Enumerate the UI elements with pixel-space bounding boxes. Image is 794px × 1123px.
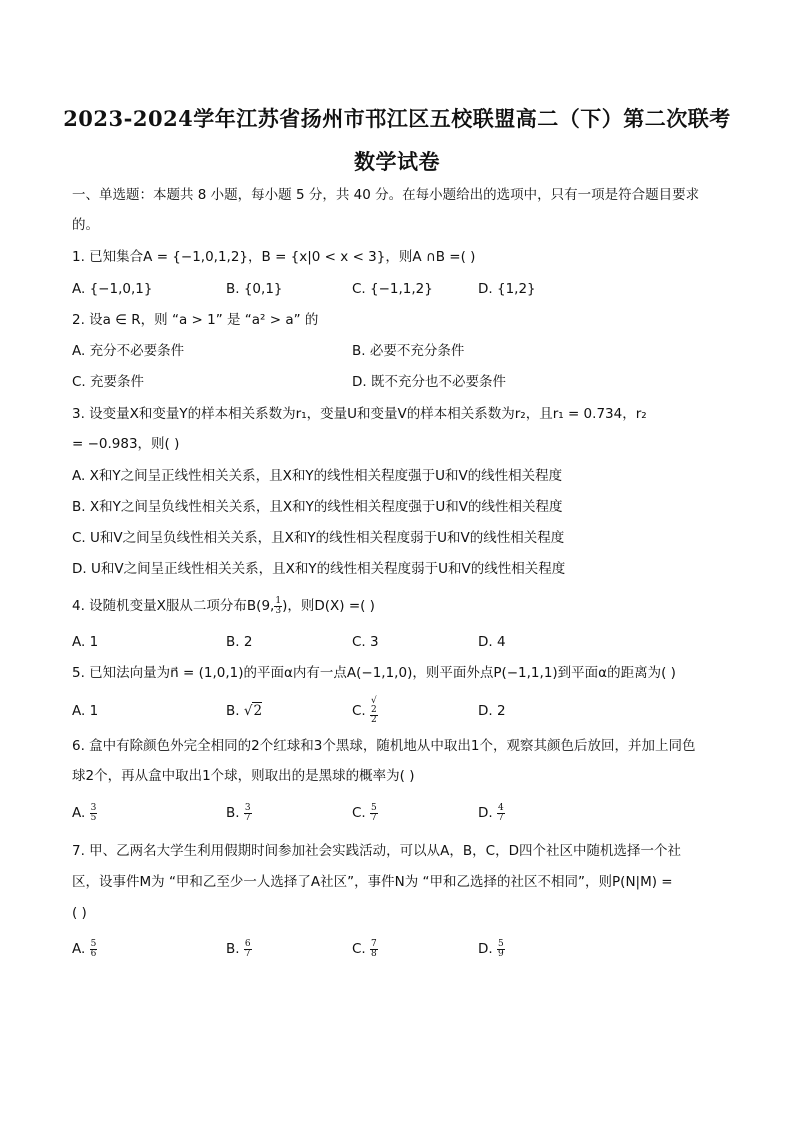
q1-option-b: B. {0,1} bbox=[226, 281, 283, 297]
q7-option-d-fraction bbox=[497, 940, 505, 959]
q7-option-a-fraction bbox=[90, 940, 98, 959]
q5-option-c-radicand: 2 bbox=[371, 705, 377, 715]
q7-stem: 7. 甲、乙两名大学生利用假期时间参加社会实践活动，可以从A，B，C，D四个社区中随机选择一个社 bbox=[72, 843, 681, 859]
q6-option-d-fraction bbox=[497, 804, 505, 823]
q3-option-b: B. X和Y之间呈负线性相关关系，且X和Y的线性相关程度强于U和V的线性相关程度 bbox=[72, 499, 563, 515]
q7-option-b-fraction bbox=[244, 940, 252, 959]
q4-frac-num: 1 bbox=[275, 595, 282, 606]
q6-stem: 6. 盒中有除颜色外完全相同的2个红球和3个黑球，随机地从中取出1个，观察其颜色后放回，并加上同色 bbox=[72, 738, 696, 754]
q5-option-c-den: 2 bbox=[371, 715, 377, 725]
q6-option-b-num: 3 bbox=[244, 802, 251, 813]
q1-option-d: D. {1,2} bbox=[478, 281, 536, 297]
q6-option-c-num: 5 bbox=[371, 802, 377, 813]
q7-option-d-label: D. bbox=[478, 941, 497, 957]
q4-option-c: C. 3 bbox=[352, 634, 379, 650]
q4-option-a: A. 1 bbox=[72, 634, 99, 650]
q6-option-c-fraction bbox=[370, 804, 378, 823]
q1-stem: 1. 已知集合A = {−1,0,1,2}，B = {x|0 < x < 3}，则A ∩B =( ) bbox=[72, 249, 476, 265]
q7-option-b-den: 7 bbox=[244, 948, 251, 959]
q3-stem: 3. 设变量X和变量Y的样本相关系数为r₁，变量U和变量V的样本相关系数为r₂，且r₁ = 0.734，r₂ bbox=[72, 406, 647, 422]
q7-option-b-label: B. bbox=[226, 941, 244, 957]
q4-frac-den: 3 bbox=[275, 605, 282, 616]
q4-stem bbox=[72, 596, 722, 616]
q6-option-d-label: D. bbox=[478, 805, 497, 821]
q6-option-d-num: 4 bbox=[497, 802, 504, 813]
q6-option-c-den: 7 bbox=[371, 812, 377, 823]
q3-option-d: D. U和V之间呈正线性相关关系，且X和Y的线性相关程度弱于U和V的线性相关程度 bbox=[72, 561, 566, 577]
q6-option-a-label: A. bbox=[72, 805, 90, 821]
q6-option-a-fraction bbox=[90, 804, 98, 823]
q6-option-a-den: 5 bbox=[90, 812, 97, 823]
q4-fraction bbox=[274, 597, 282, 616]
q4-stem-pre: 4. 设随机变量X服从二项分布B(9, bbox=[72, 598, 275, 614]
q5-option-c-label: C. bbox=[352, 703, 371, 719]
q5-option-a: A. 1 bbox=[72, 703, 99, 719]
q7-option-a-den: 6 bbox=[90, 948, 97, 959]
q4-option-b: B. 2 bbox=[226, 634, 253, 650]
q6-option-c bbox=[352, 803, 378, 823]
q2-option-a: A. 充分不必要条件 bbox=[72, 343, 185, 359]
q5-option-c-fraction bbox=[370, 697, 378, 725]
q5-option-b bbox=[226, 701, 262, 721]
q6-option-c-label: C. bbox=[352, 805, 371, 821]
q5-option-c-num: √ 2 bbox=[371, 696, 377, 715]
q7-option-d bbox=[478, 939, 505, 959]
q6-option-b-fraction bbox=[244, 804, 252, 823]
q7-option-c-num: 7 bbox=[371, 938, 377, 949]
q7-option-d-den: 9 bbox=[497, 948, 504, 959]
q2-stem: 2. 设a ∈ R，则 “a > 1” 是 “a² > a” 的 bbox=[72, 312, 319, 328]
q6-option-d-den: 7 bbox=[497, 812, 504, 823]
q6-option-b-label: B. bbox=[226, 805, 244, 821]
q4-option-d: D. 4 bbox=[478, 634, 506, 650]
q6-option-a bbox=[72, 803, 97, 823]
q2-option-c: C. 充要条件 bbox=[72, 374, 145, 390]
sqrt-symbol: √2 bbox=[243, 703, 263, 719]
q7-option-d-num: 5 bbox=[497, 938, 504, 949]
q7-option-a bbox=[72, 939, 97, 959]
q5-option-d: D. 2 bbox=[478, 703, 506, 719]
exam-title: 2023-2024学年江苏省扬州市邗江区五校联盟高二（下）第二次联考 bbox=[63, 106, 731, 131]
q7-option-b bbox=[226, 939, 252, 959]
q6-option-a-num: 3 bbox=[90, 802, 97, 813]
q7-stem-cont2: ( ) bbox=[72, 905, 87, 921]
q7-option-c-den: 8 bbox=[371, 948, 377, 959]
q3-stem-cont: = −0.983，则( ) bbox=[72, 436, 180, 452]
q7-option-c bbox=[352, 939, 378, 959]
q6-option-b bbox=[226, 803, 252, 823]
q4-stem-post: )，则D(X) =( ) bbox=[282, 598, 375, 614]
q7-stem-cont: 区，设事件M为 “甲和乙至少一人选择了A社区”，事件N为 “甲和乙选择的社区不相同”，则P(N|M) = bbox=[72, 874, 673, 890]
q7-option-a-num: 5 bbox=[90, 938, 97, 949]
q6-option-b-den: 7 bbox=[244, 812, 251, 823]
q5-option-b-radicand: 2 bbox=[253, 703, 263, 719]
q1-option-c: C. {−1,1,2} bbox=[352, 281, 433, 297]
q5-option-b-label: B. bbox=[226, 703, 244, 719]
exam-subtitle: 数学试卷 bbox=[354, 149, 440, 174]
q7-option-c-label: C. bbox=[352, 941, 371, 957]
q5-option-c bbox=[352, 697, 378, 725]
section-heading-cont: 的。 bbox=[72, 217, 99, 233]
q7-option-c-fraction bbox=[370, 940, 378, 959]
q6-option-d bbox=[478, 803, 505, 823]
q6-stem-cont: 球2个，再从盒中取出1个球，则取出的是黑球的概率为( ) bbox=[72, 768, 415, 784]
q5-stem: 5. 已知法向量为n⃗ = (1,0,1)的平面α内有一点A(−1,1,0)，则平面外点P(−1,1,1)到平面α的距离为( ) bbox=[72, 665, 676, 681]
q3-option-c: C. U和V之间呈负线性相关关系，且X和Y的线性相关程度弱于U和V的线性相关程度 bbox=[72, 530, 565, 546]
section-heading: 一、单选题：本题共 8 小题，每小题 5 分，共 40 分。在每小题给出的选项中，只有一项是符合题目要求 bbox=[72, 187, 700, 203]
q3-option-a: A. X和Y之间呈正线性相关关系，且X和Y的线性相关程度强于U和V的线性相关程度 bbox=[72, 468, 563, 484]
q7-option-a-label: A. bbox=[72, 941, 90, 957]
q7-option-b-num: 6 bbox=[244, 938, 251, 949]
q2-option-d: D. 既不充分也不必要条件 bbox=[352, 374, 506, 390]
q1-option-a: A. {−1,0,1} bbox=[72, 281, 153, 297]
q2-option-b: B. 必要不充分条件 bbox=[352, 343, 465, 359]
